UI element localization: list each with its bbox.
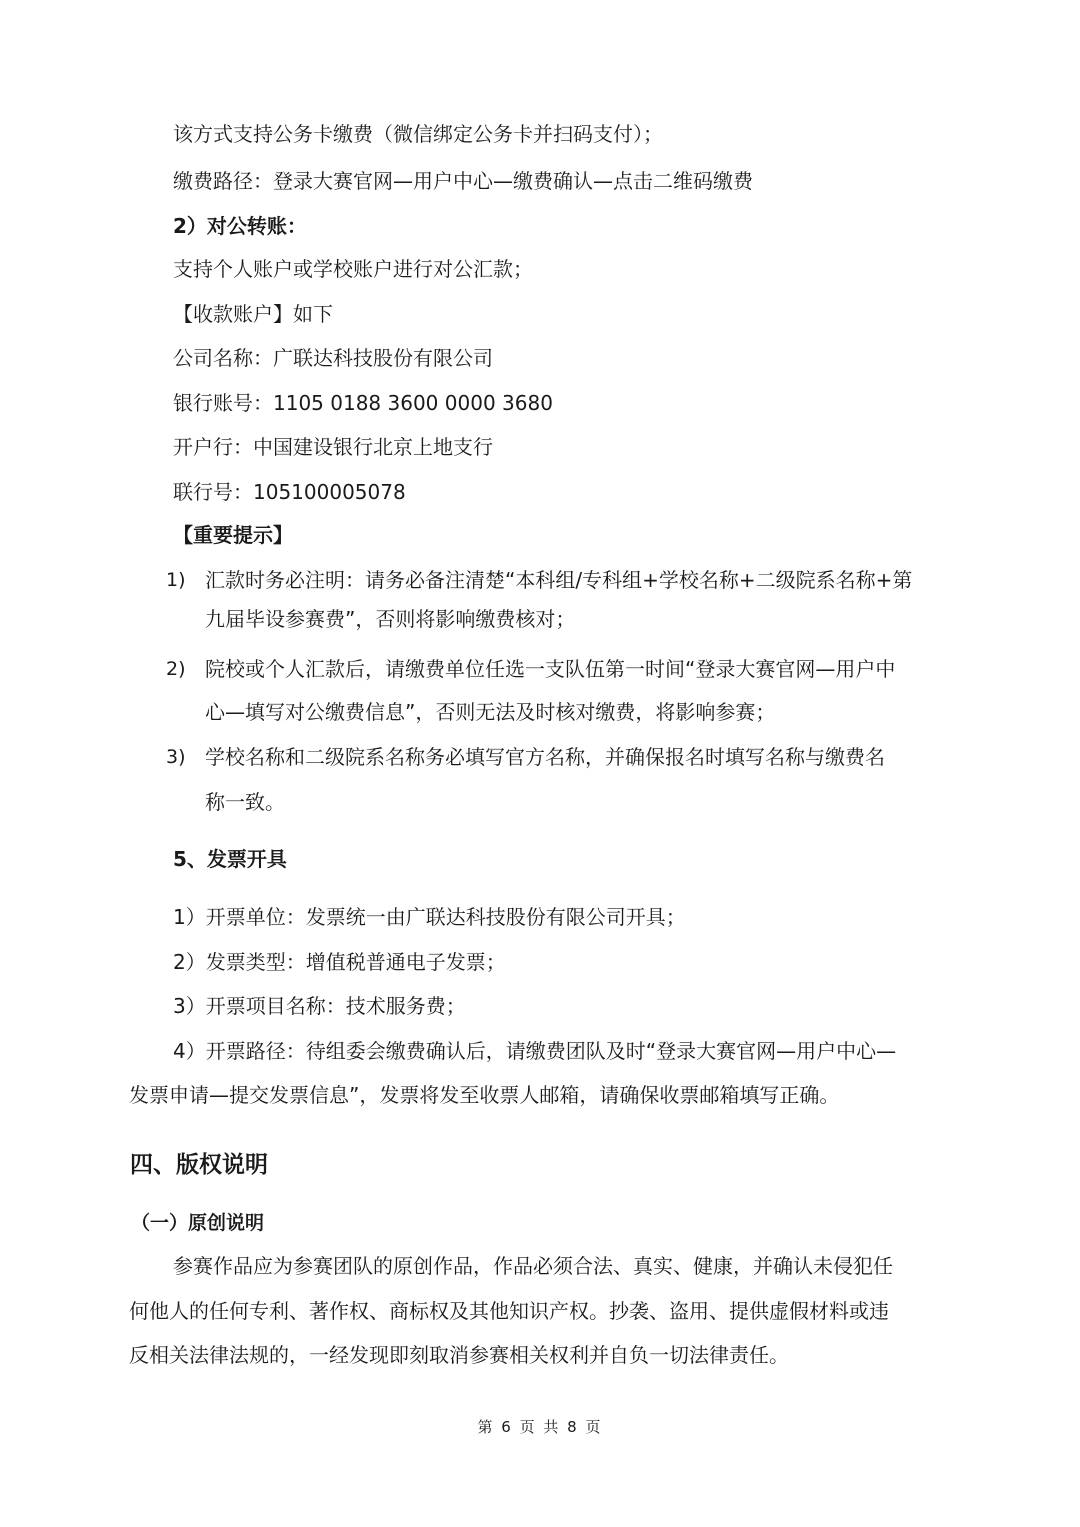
invoice-heading: 5、发票开具 <box>173 847 287 871</box>
invoice-item-3: 3）开票项目名称：技术服务费； <box>173 994 466 1018</box>
original-para-line-2: 何他人的任何专利、著作权、商标权及其他知识产权。抄袭、盗用、提供虚假材料或违 <box>129 1299 889 1323</box>
transfer-desc: 支持个人账户或学校账户进行对公汇款； <box>173 257 533 281</box>
invoice-item-1: 1）开票单位：发票统一由广联达科技股份有限公司开具； <box>173 905 686 929</box>
notice-heading: 【重要提示】 <box>173 523 293 547</box>
bank-line: 开户行：中国建设银行北京上地支行 <box>173 435 493 459</box>
original-para-line-3: 反相关法律法规的，一经发现即刻取消参赛相关权利并自负一切法律责任。 <box>129 1343 789 1367</box>
notice-item-1-line-2: 九届毕设参赛费”，否则将影响缴费核对； <box>205 607 576 631</box>
invoice-item-2: 2）发票类型：增值税普通电子发票； <box>173 950 506 974</box>
notice-item-3-line-1: 学校名称和二级院系名称务必填写官方名称，并确保报名时填写名称与缴费名 <box>205 745 885 769</box>
notice-item-1-line-1: 汇款时务必注明：请务必备注清楚“本科组/专科组+学校名称+二级院系名称+第 <box>205 568 913 592</box>
notice-item-3-line-2: 称一致。 <box>205 790 285 814</box>
notice-item-2-number: 2) <box>166 658 186 680</box>
payment-line-1: 该方式支持公务卡缴费（微信绑定公务卡并扫码支付）； <box>173 122 663 146</box>
invoice-item-4-line-2: 发票申请—提交发票信息”，发票将发至收票人邮箱，请确保收票邮箱填写正确。 <box>129 1083 840 1107</box>
copyright-heading: 四、版权说明 <box>130 1152 268 1178</box>
notice-item-2-line-1: 院校或个人汇款后，请缴费单位任选一支队伍第一时间“登录大赛官网—用户中 <box>205 657 896 681</box>
invoice-item-4-line-1: 4）开票路径：待组委会缴费确认后，请缴费团队及时“登录大赛官网—用户中心— <box>173 1039 897 1063</box>
notice-item-3-number: 3) <box>166 746 186 768</box>
page-number-footer: 第 6 页 共 8 页 <box>477 1418 603 1436</box>
payment-path-line: 缴费路径：登录大赛官网—用户中心—缴费确认—点击二维码缴费 <box>173 169 753 193</box>
original-para-line-1: 参赛作品应为参赛团队的原创作品，作品必须合法、真实、健康，并确认未侵犯任 <box>173 1254 893 1278</box>
bank-account-line: 银行账号：1105 0188 3600 0000 3680 <box>173 391 553 415</box>
account-label: 【收款账户】如下 <box>173 302 333 326</box>
original-sub-heading: （一）原创说明 <box>131 1212 265 1234</box>
notice-item-2-line-2: 心—填写对公缴费信息”，否则无法及时核对缴费，将影响参赛； <box>205 700 776 724</box>
bank-code-line: 联行号：105100005078 <box>173 480 406 504</box>
notice-item-1-number: 1) <box>166 569 186 591</box>
transfer-heading: 2）对公转账： <box>173 214 307 238</box>
company-name-line: 公司名称：广联达科技股份有限公司 <box>173 346 493 370</box>
